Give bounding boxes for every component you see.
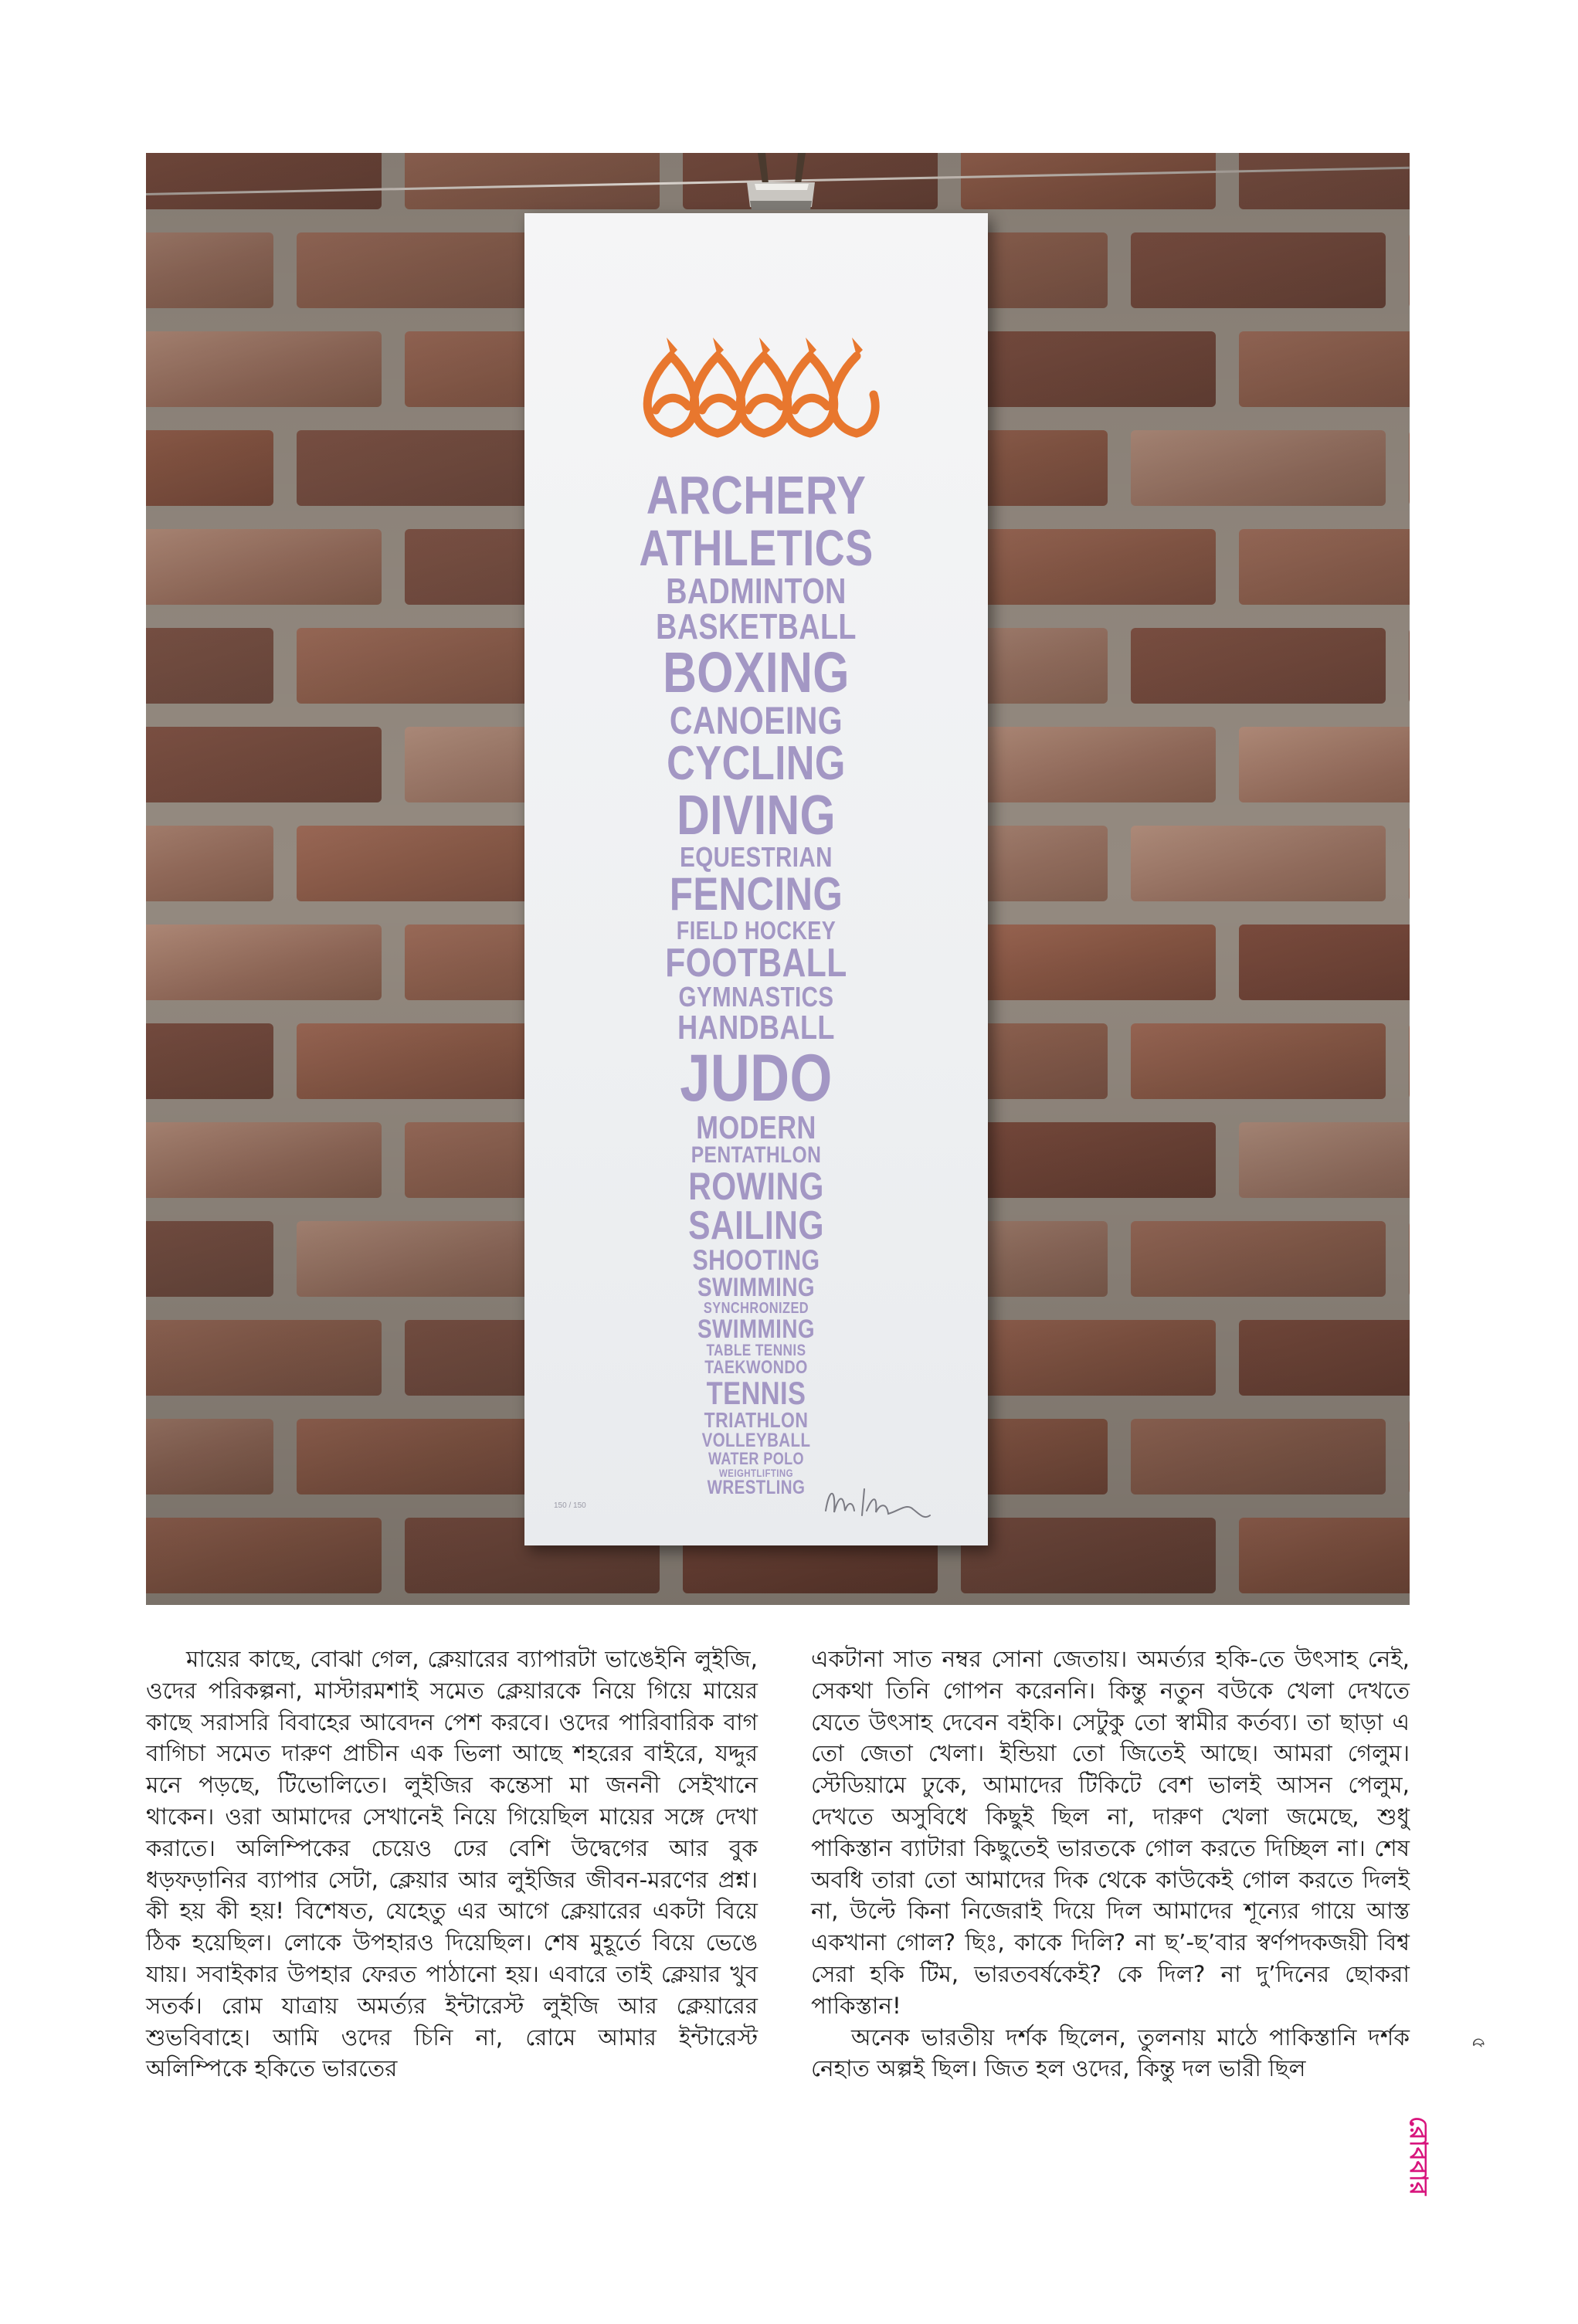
sport-name: TENNIS [706, 1375, 806, 1411]
sport-name: FENCING [669, 868, 843, 920]
sport-name: CANOEING [669, 699, 843, 742]
edition-number: 150 / 150 [554, 1501, 586, 1510]
sport-name: SYNCHRONIZED [703, 1300, 809, 1317]
artist-signature [822, 1480, 938, 1526]
sport-name: ATHLETICS [639, 519, 874, 576]
sport-name: TRIATHLON [704, 1408, 809, 1432]
sport-name: TABLE TENNIS [706, 1342, 806, 1359]
sport-name: TAEKWONDO [704, 1357, 808, 1378]
sport-name: BASKETBALL [656, 606, 857, 646]
paragraph: একটানা সাত নম্বর সোনা জেতায়। অমর্ত্যর হকি-তে উৎসাহ নেই, সেকথা তিনি গোপন করেননি। কিন্তু নতুন বউকে খেলা দেখতে যেতে উৎসাহ দেবেন বইকি। সেটুকু তো স্বামীর কর্তব্য। তা ছাড়া এ তো জেতা খেলা। ইন্ডিয়া তো জিতেই আছে। আমরা গেলুম। স্টেডিয়ামে ঢুকে, আমাদের টিকিটে বেশ ভালই আসন পেলুম, দেখতে অসুবিধে কিছুই ছিল না, দারুণ খেলা জমেছে, শুধু পাকিস্তান ব্যাটারা কিছুতেই ভারতকে গোল করতে দিচ্ছিল না। শেষ অবধি তারা তো আমাদের দিক থেকে কাউকেই গোল করতে দিলই না, উল্টে কিনা নিজেরাই দিয়ে দিল আমাদের শূন্যের গায়ে আস্ত একখানা গোল? ছিঃ, কাকে দিলি? না ছ’-ছ’বার স্বর্ণপদকজয়ী বিশ্ব সেরা হকি টিম, ভারতবর্ষকেই? কে দিল? না দু’দিনের ছোকরা পাকিস্তান! [811, 1646, 1410, 2019]
sport-name: JUDO [680, 1041, 833, 1115]
sport-name: WRESTLING [707, 1477, 806, 1498]
sport-name: DIVING [677, 785, 836, 846]
sport-name: MODERN [696, 1109, 816, 1145]
sport-name: SWIMMING [697, 1273, 815, 1302]
sport-name: ROWING [688, 1165, 824, 1208]
sport-name: SAILING [688, 1203, 824, 1248]
olympic-rings-logo [633, 333, 880, 464]
sport-name: EQUESTRIAN [680, 841, 833, 873]
sport-name: FOOTBALL [665, 941, 847, 986]
magazine-name: রোববার [1404, 2116, 1434, 2196]
page-number: ৫ [1468, 2037, 1490, 2049]
article-column-left [146, 1644, 758, 2085]
sport-name: BOXING [663, 640, 850, 704]
sport-name: WATER POLO [708, 1449, 805, 1468]
sport-name: GYMNASTICS [678, 981, 834, 1013]
sport-name: VOLLEYBALL [701, 1430, 811, 1451]
paragraph: অনেক ভারতীয় দর্শক ছিলেন, তুলনায় মাঠে পাকিস্তানি দর্শক নেহাত অল্পই ছিল। জিত হল ওদের, কিন্তু দল ভারী ছিল [811, 2024, 1410, 2082]
sport-name: BADMINTON [666, 571, 847, 611]
sports-list [524, 465, 988, 1498]
sport-name: CYCLING [667, 737, 846, 790]
sport-name: SWIMMING [697, 1315, 815, 1344]
article-column-right [811, 1644, 1410, 2085]
article-photo [146, 153, 1410, 1605]
binder-clip [731, 153, 830, 219]
sport-name: ARCHERY [646, 465, 867, 525]
sport-name: WEIGHTLIFTING [719, 1467, 793, 1479]
sport-name: PENTATHLON [691, 1142, 822, 1168]
sport-name: HANDBALL [677, 1009, 835, 1047]
sport-name: SHOOTING [692, 1244, 820, 1276]
olympic-sports-poster [524, 213, 988, 1545]
paragraph: মায়ের কাছে, বোঝা গেল, ক্লেয়ারের ব্যাপারটা ভাঙেইনি লুইজি, ওদের পরিকল্পনা, মাস্টারমশাই সমেত ক্লেয়ারকে নিয়ে গিয়ে মায়ের কাছে সরাসরি বিবাহের আবেদন পেশ করবে। ওদের পারিবারিক বাগ বাগিচা সমেত দারুণ প্রাচীন এক ভিলা আছে শহরের বাইরে, যদ্দুর মনে পড়ছে, টিভোলিতে। লুইজির কন্তেসা মা জননী সেইখানে থাকেন। ওরা আমাদের সেখানেই নিয়ে গিয়েছিল মায়ের সঙ্গে দেখা করাতে। অলিম্পিকের চেয়েও ঢের বেশি উদ্বেগের আর বুক ধড়ফড়ানির ব্যাপার সেটা, ক্লেয়ার আর লুইজির জীবন-মরণের প্রশ্ন। কী হয় কী হয়! বিশেষত, যেহেতু এর আগে ক্লেয়ারের একটা বিয়ে ঠিক হয়েছিল। লোকে উপহারও দিয়েছিল। শেষ মুহূর্তে বিয়ে ভেঙে যায়। সবাইকার উপহার ফেরত পাঠানো হয়। এবারে তাই ক্লেয়ার খুব সতর্ক। রোম যাত্রায় অমর্ত্যর ইন্টারেস্ট লুইজি আর ক্লেয়ারের শুভবিবাহে। আমি ওদের চিনি না, রোমে আমার ইন্টারেস্ট অলিম্পিকে হকিতে ভারতের [146, 1646, 758, 2082]
sport-name: FIELD HOCKEY [676, 916, 837, 945]
